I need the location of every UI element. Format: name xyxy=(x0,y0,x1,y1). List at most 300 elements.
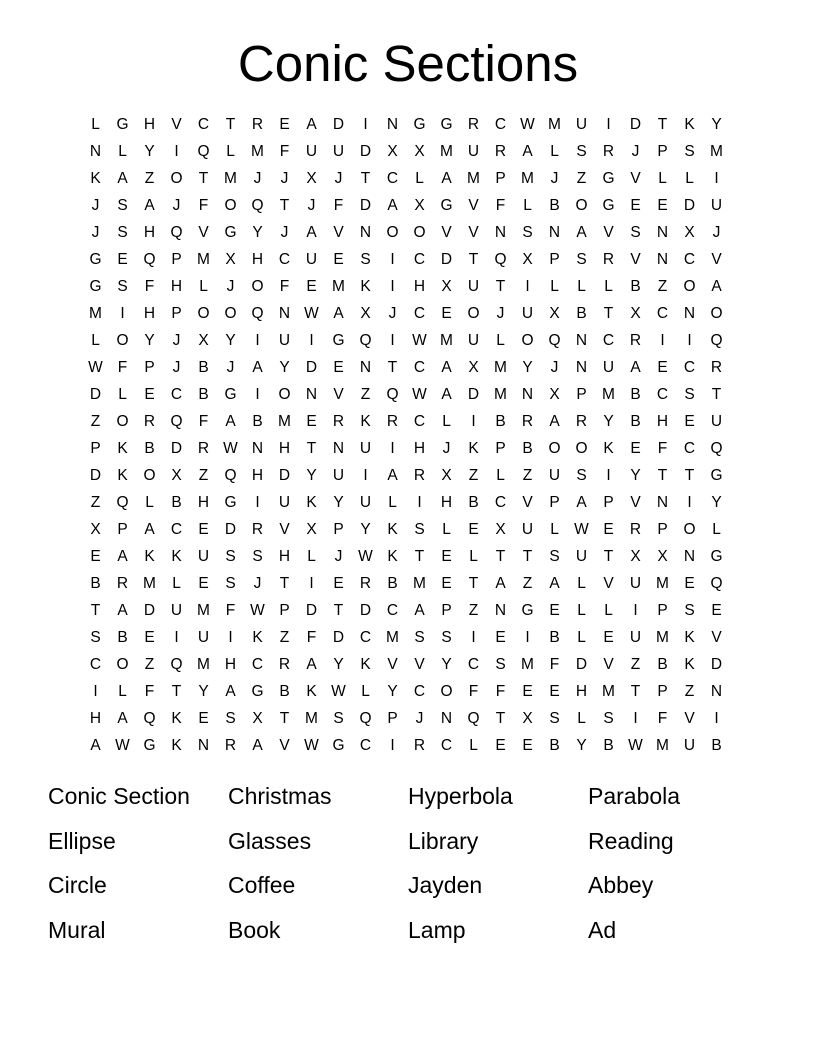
grid-letter: W xyxy=(412,332,427,349)
grid-letter: M xyxy=(494,386,507,403)
grid-letter: H xyxy=(413,278,426,295)
grid-letter: I xyxy=(687,332,692,349)
grid-letter: M xyxy=(656,629,669,646)
grid-letter: N xyxy=(575,359,588,376)
grid-letter: J xyxy=(550,359,559,376)
grid-letter: O xyxy=(224,305,237,322)
grid-letter: L xyxy=(226,143,235,160)
grid-letter: L xyxy=(388,494,397,511)
grid-letter: T xyxy=(279,197,290,214)
grid-letter: U xyxy=(521,521,534,538)
grid-letter: X xyxy=(360,305,371,322)
grid-letter: M xyxy=(386,629,399,646)
grid-letter: P xyxy=(657,602,668,619)
grid-letter: C xyxy=(494,116,507,133)
grid-letter: R xyxy=(116,575,129,592)
grid-letter: S xyxy=(90,629,101,646)
grid-letter: B xyxy=(171,494,182,511)
grid-letter: D xyxy=(89,467,102,484)
grid-letter: H xyxy=(278,440,291,457)
grid-letter: P xyxy=(549,494,560,511)
grid-letter: T xyxy=(387,359,398,376)
grid-letter: R xyxy=(413,737,426,754)
grid-letter: Q xyxy=(548,332,561,349)
word-list-item: Ad xyxy=(588,916,617,943)
grid-letter: F xyxy=(657,440,668,457)
grid-letter: V xyxy=(387,656,398,673)
grid-letter: L xyxy=(172,575,181,592)
grid-letter: K xyxy=(468,440,479,457)
grid-letter: L xyxy=(685,170,694,187)
grid-letter: W xyxy=(520,116,535,133)
grid-letter: M xyxy=(224,170,237,187)
grid-letter: N xyxy=(494,224,507,241)
grid-letter: Y xyxy=(630,467,641,484)
grid-letter: X xyxy=(684,224,695,241)
grid-letter: W xyxy=(628,737,643,754)
grid-letter: E xyxy=(468,521,479,538)
grid-letter: P xyxy=(117,521,128,538)
grid-letter: O xyxy=(386,224,399,241)
grid-letter: C xyxy=(386,170,399,187)
grid-letter: K xyxy=(252,629,263,646)
grid-letter: O xyxy=(521,332,534,349)
grid-letter: B xyxy=(549,197,560,214)
grid-letter: A xyxy=(117,170,128,187)
grid-letter: J xyxy=(226,359,235,376)
grid-letter: Q xyxy=(143,710,156,727)
grid-letter: E xyxy=(549,602,560,619)
grid-letter: X xyxy=(414,197,425,214)
grid-letter: G xyxy=(440,116,453,133)
page-title: Conic Sections xyxy=(237,35,579,92)
grid-letter: E xyxy=(333,251,344,268)
word-list-item: Coffee xyxy=(228,872,296,898)
grid-letter: Z xyxy=(468,602,479,619)
grid-letter: A xyxy=(414,602,425,619)
grid-letter: B xyxy=(630,278,641,295)
grid-letter: E xyxy=(657,359,668,376)
grid-letter: T xyxy=(711,386,722,403)
grid-letter: C xyxy=(656,386,669,403)
grid-letter: U xyxy=(710,197,723,214)
grid-letter: P xyxy=(576,386,587,403)
word-list-item: Ellipse xyxy=(48,827,116,854)
grid-letter: P xyxy=(495,440,506,457)
word-list-item: Hyperbola xyxy=(408,783,513,809)
grid-letter: N xyxy=(359,224,372,241)
grid-letter: W xyxy=(304,305,319,322)
grid-letter: I xyxy=(417,494,422,511)
grid-letter: D xyxy=(278,467,291,484)
grid-letter: X xyxy=(522,251,533,268)
grid-letter: K xyxy=(306,683,317,700)
grid-letter: C xyxy=(683,440,696,457)
grid-letter: X xyxy=(90,521,101,538)
grid-letter: S xyxy=(576,467,587,484)
grid-letter: J xyxy=(388,305,397,322)
grid-letter: O xyxy=(710,305,723,322)
grid-letter: H xyxy=(224,656,237,673)
grid-letter: R xyxy=(602,143,615,160)
grid-letter: T xyxy=(684,467,695,484)
grid-letter: N xyxy=(548,224,561,241)
grid-letter: A xyxy=(333,305,344,322)
grid-letter: L xyxy=(577,602,586,619)
grid-letter: M xyxy=(467,170,480,187)
grid-letter: H xyxy=(575,683,588,700)
grid-letter: G xyxy=(251,683,264,700)
grid-letter: B xyxy=(198,386,209,403)
grid-letter: R xyxy=(143,413,156,430)
grid-letter: U xyxy=(629,629,642,646)
grid-letter: U xyxy=(521,305,534,322)
grid-letter: O xyxy=(683,521,696,538)
grid-letter: Z xyxy=(684,683,695,700)
grid-letter: H xyxy=(89,710,102,727)
grid-letter: E xyxy=(711,602,722,619)
grid-letter: H xyxy=(440,494,453,511)
grid-letter: I xyxy=(120,305,125,322)
grid-letter: O xyxy=(143,467,156,484)
grid-letter: X xyxy=(441,278,452,295)
grid-letter: E xyxy=(603,521,614,538)
grid-letter: L xyxy=(577,710,586,727)
grid-letter: O xyxy=(548,440,561,457)
grid-letter: K xyxy=(603,440,614,457)
grid-letter: I xyxy=(174,143,179,160)
grid-letter: Q xyxy=(224,467,237,484)
grid-letter: E xyxy=(333,359,344,376)
grid-letter: N xyxy=(575,332,588,349)
grid-letter: E xyxy=(198,575,209,592)
grid-letter: A xyxy=(576,494,587,511)
grid-letter: Y xyxy=(306,467,317,484)
grid-letter: W xyxy=(574,521,589,538)
grid-letter: D xyxy=(359,143,372,160)
grid-letter: R xyxy=(602,251,615,268)
grid-letter: T xyxy=(360,170,371,187)
grid-letter: T xyxy=(522,548,533,565)
grid-letter: M xyxy=(143,575,156,592)
grid-letter: N xyxy=(332,440,345,457)
grid-letter: L xyxy=(307,548,316,565)
grid-letter: Q xyxy=(251,197,264,214)
grid-letter: P xyxy=(495,170,506,187)
grid-letter: J xyxy=(280,224,289,241)
grid-letter: X xyxy=(171,467,182,484)
word-list-item: Book xyxy=(228,916,281,943)
grid-letter: K xyxy=(684,629,695,646)
grid-letter: I xyxy=(687,494,692,511)
grid-letter: Z xyxy=(144,656,155,673)
grid-letter: S xyxy=(522,224,533,241)
grid-letter: M xyxy=(602,386,615,403)
grid-letter: K xyxy=(90,170,101,187)
grid-letter: S xyxy=(117,224,128,241)
grid-letter: L xyxy=(442,521,451,538)
grid-letter: D xyxy=(575,656,588,673)
grid-letter: F xyxy=(198,197,209,214)
grid-letter: O xyxy=(683,278,696,295)
grid-letter: Q xyxy=(170,413,183,430)
grid-letter: V xyxy=(333,386,344,403)
grid-letter: P xyxy=(144,359,155,376)
grid-letter: C xyxy=(386,602,399,619)
grid-letter: M xyxy=(197,602,210,619)
grid-letter: B xyxy=(252,413,263,430)
grid-letter: G xyxy=(332,332,345,349)
grid-letter: F xyxy=(333,197,344,214)
grid-letter: P xyxy=(657,143,668,160)
grid-letter: C xyxy=(197,116,210,133)
grid-letter: A xyxy=(306,656,317,673)
grid-letter: I xyxy=(471,413,476,430)
grid-letter: M xyxy=(440,143,453,160)
grid-letter: A xyxy=(90,737,101,754)
grid-letter: Y xyxy=(144,143,155,160)
grid-letter: C xyxy=(413,305,426,322)
grid-letter: N xyxy=(494,602,507,619)
grid-letter: Q xyxy=(710,332,723,349)
grid-letter: V xyxy=(441,224,452,241)
grid-letter: U xyxy=(575,116,588,133)
grid-letter: J xyxy=(172,359,181,376)
grid-letter: M xyxy=(89,305,102,322)
grid-letter: N xyxy=(710,683,723,700)
grid-letter: R xyxy=(629,332,642,349)
grid-letter: S xyxy=(684,602,695,619)
grid-letter: Q xyxy=(386,386,399,403)
grid-letter: B xyxy=(117,629,128,646)
grid-letter: B xyxy=(549,629,560,646)
grid-letter: Y xyxy=(333,494,344,511)
grid-letter: K xyxy=(360,413,371,430)
grid-letter: V xyxy=(198,224,209,241)
grid-letter: P xyxy=(603,494,614,511)
grid-letter: I xyxy=(714,710,719,727)
grid-letter: C xyxy=(494,494,507,511)
grid-letter: A xyxy=(549,575,560,592)
grid-letter: Z xyxy=(468,467,479,484)
grid-letter: U xyxy=(467,332,480,349)
grid-letter: V xyxy=(333,224,344,241)
grid-letter: T xyxy=(279,710,290,727)
grid-letter: Z xyxy=(144,170,155,187)
grid-letter: T xyxy=(171,683,182,700)
grid-letter: R xyxy=(521,413,534,430)
grid-letter: V xyxy=(279,521,290,538)
grid-letter: U xyxy=(710,413,723,430)
grid-letter: M xyxy=(494,359,507,376)
grid-letter: Y xyxy=(333,656,344,673)
grid-letter: V xyxy=(522,494,533,511)
grid-letter: S xyxy=(576,143,587,160)
grid-letter: L xyxy=(577,629,586,646)
grid-letter: K xyxy=(684,656,695,673)
grid-letter: D xyxy=(440,251,453,268)
grid-letter: C xyxy=(602,332,615,349)
grid-letter: J xyxy=(307,197,316,214)
grid-letter: O xyxy=(413,224,426,241)
grid-letter: D xyxy=(710,656,723,673)
grid-letter: R xyxy=(386,413,399,430)
grid-letter: T xyxy=(495,548,506,565)
grid-letter: Z xyxy=(279,629,290,646)
grid-letter: Y xyxy=(144,332,155,349)
grid-letter: E xyxy=(279,116,290,133)
grid-letter: S xyxy=(225,575,236,592)
grid-letter: K xyxy=(144,548,155,565)
grid-letter: E xyxy=(306,413,317,430)
grid-letter: Y xyxy=(198,683,209,700)
grid-letter: T xyxy=(198,170,209,187)
grid-letter: W xyxy=(331,683,346,700)
grid-letter: A xyxy=(117,548,128,565)
grid-letter: K xyxy=(117,467,128,484)
grid-letter: S xyxy=(576,251,587,268)
grid-letter: C xyxy=(683,359,696,376)
grid-letter: I xyxy=(255,332,260,349)
grid-letter: G xyxy=(224,224,237,241)
grid-letter: R xyxy=(332,413,345,430)
grid-letter: J xyxy=(712,224,721,241)
grid-letter: G xyxy=(602,170,615,187)
grid-letter: P xyxy=(171,305,182,322)
grid-letter: L xyxy=(577,575,586,592)
grid-letter: L xyxy=(199,278,208,295)
grid-letter: L xyxy=(442,413,451,430)
grid-letter: A xyxy=(144,197,155,214)
grid-letter: L xyxy=(550,521,559,538)
grid-letter: X xyxy=(549,305,560,322)
grid-letter: L xyxy=(118,143,127,160)
grid-letter: U xyxy=(467,143,480,160)
grid-letter: X xyxy=(495,521,506,538)
grid-letter: L xyxy=(415,170,424,187)
grid-letter: S xyxy=(684,386,695,403)
grid-letter: A xyxy=(711,278,722,295)
grid-letter: H xyxy=(251,467,264,484)
grid-letter: V xyxy=(630,170,641,187)
grid-letter: C xyxy=(251,656,264,673)
grid-letter: S xyxy=(252,548,263,565)
grid-letter: A xyxy=(117,710,128,727)
grid-letter: C xyxy=(413,413,426,430)
grid-letter: Y xyxy=(603,413,614,430)
grid-letter: E xyxy=(522,737,533,754)
grid-letter: G xyxy=(224,386,237,403)
grid-letter: W xyxy=(358,548,373,565)
grid-letter: T xyxy=(495,278,506,295)
grid-letter: Y xyxy=(360,521,371,538)
grid-letter: Z xyxy=(630,656,641,673)
grid-letter: F xyxy=(495,683,506,700)
grid-letter: F xyxy=(198,413,209,430)
grid-letter: A xyxy=(441,386,452,403)
grid-letter: D xyxy=(89,386,102,403)
grid-letter: G xyxy=(413,116,426,133)
grid-letter: D xyxy=(467,386,480,403)
grid-letter: P xyxy=(90,440,101,457)
grid-letter: I xyxy=(390,251,395,268)
grid-letter: V xyxy=(171,116,182,133)
grid-letter: M xyxy=(197,251,210,268)
grid-letter: F xyxy=(144,683,155,700)
grid-letter: E xyxy=(441,575,452,592)
grid-letter: G xyxy=(89,251,102,268)
grid-letter: F xyxy=(468,683,479,700)
grid-letter: R xyxy=(575,413,588,430)
grid-letter: B xyxy=(630,386,641,403)
grid-letter: V xyxy=(711,629,722,646)
grid-letter: S xyxy=(333,710,344,727)
grid-letter: T xyxy=(468,251,479,268)
grid-letter: C xyxy=(413,683,426,700)
grid-letter: F xyxy=(117,359,128,376)
grid-letter: X xyxy=(468,359,479,376)
grid-letter: Y xyxy=(279,359,290,376)
grid-letter: Y xyxy=(441,656,452,673)
grid-letter: M xyxy=(656,737,669,754)
grid-letter: U xyxy=(359,440,372,457)
word-list xyxy=(48,778,768,956)
grid-letter: M xyxy=(197,656,210,673)
grid-letter: J xyxy=(253,575,262,592)
grid-letter: H xyxy=(170,278,183,295)
grid-letter: S xyxy=(225,548,236,565)
grid-letter: L xyxy=(91,332,100,349)
grid-letter: Q xyxy=(359,332,372,349)
grid-letter: V xyxy=(603,656,614,673)
grid-letter: V xyxy=(711,251,722,268)
grid-letter: O xyxy=(440,683,453,700)
grid-letter: L xyxy=(469,737,478,754)
grid-letter: N xyxy=(521,386,534,403)
grid-letter: E xyxy=(630,197,641,214)
grid-letter: B xyxy=(603,737,614,754)
grid-letter: D xyxy=(143,602,156,619)
grid-letter: B xyxy=(576,305,587,322)
grid-letter: O xyxy=(278,386,291,403)
grid-letter: T xyxy=(279,575,290,592)
grid-letter: P xyxy=(549,251,560,268)
grid-letter: Y xyxy=(711,494,722,511)
grid-letter: C xyxy=(683,251,696,268)
grid-letter: T xyxy=(90,602,101,619)
grid-letter: N xyxy=(89,143,102,160)
grid-letter: K xyxy=(171,548,182,565)
grid-letter: R xyxy=(197,440,210,457)
grid-letter: K xyxy=(117,440,128,457)
grid-letter: O xyxy=(197,305,210,322)
grid-letter: Q xyxy=(197,143,210,160)
grid-letter: L xyxy=(469,548,478,565)
grid-letter: M xyxy=(710,143,723,160)
grid-letter: L xyxy=(496,332,505,349)
grid-letter: A xyxy=(387,467,398,484)
grid-letter: N xyxy=(278,305,291,322)
grid-letter: T xyxy=(495,710,506,727)
grid-letter: E xyxy=(306,278,317,295)
grid-letter: E xyxy=(522,683,533,700)
grid-letter: V xyxy=(468,224,479,241)
grid-letter: H xyxy=(413,440,426,457)
grid-letter: J xyxy=(415,710,424,727)
grid-letter: O xyxy=(116,656,129,673)
word-list-item: Conic Section xyxy=(48,783,190,809)
grid-letter: Z xyxy=(522,467,533,484)
